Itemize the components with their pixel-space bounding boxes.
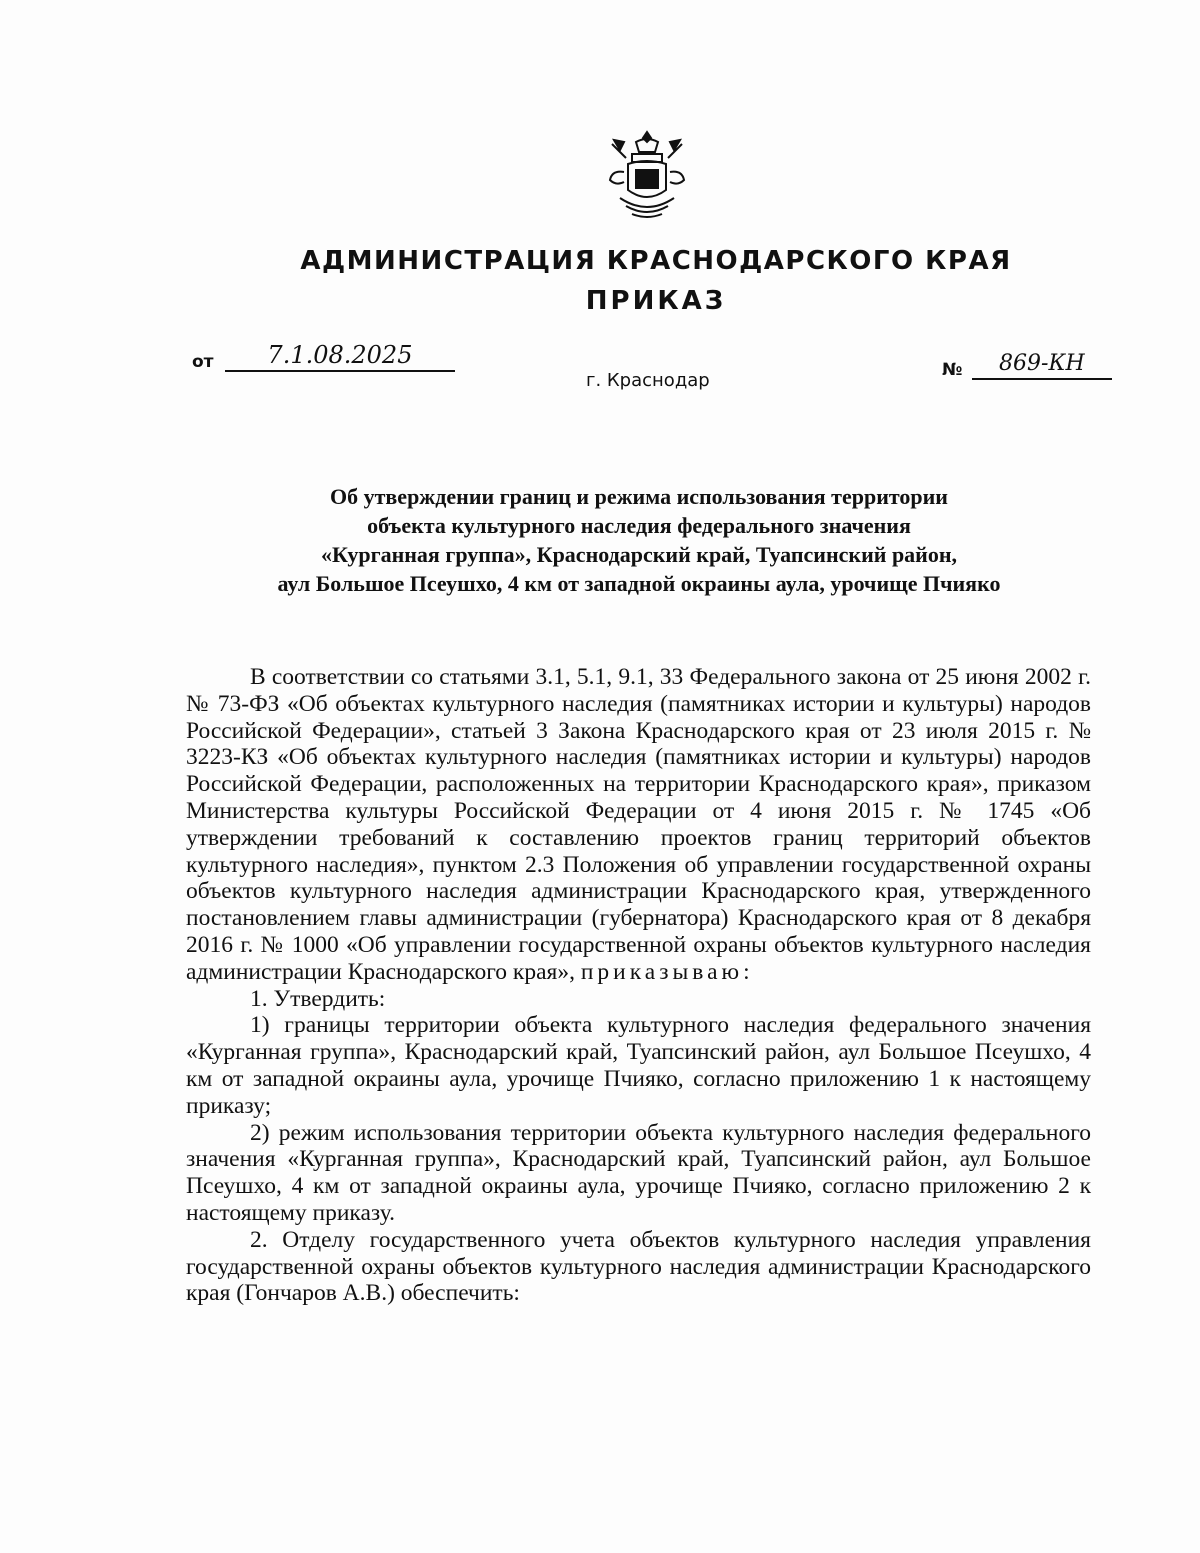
organization-title: АДМИНИСТРАЦИЯ КРАСНОДАРСКОГО КРАЯ bbox=[300, 246, 1012, 276]
item-2: 2. Отделу государственного учета объектов культурного наследия управления государственной охраны объектов культурного наследия администрации Краснодарского края (Гончаров А.В.) обеспечить: bbox=[186, 1226, 1091, 1307]
subject-title bbox=[180, 482, 1098, 598]
subject-line: Об утверждении границ и режима использования территории bbox=[330, 484, 948, 509]
number-row bbox=[942, 350, 1112, 380]
item-1: 1. Утвердить: bbox=[250, 985, 386, 1012]
date-value: 7.1.08.2025 bbox=[225, 340, 455, 372]
preamble-paragraph bbox=[186, 664, 1091, 986]
order-word: приказываю: bbox=[580, 958, 754, 985]
date-label: от bbox=[192, 352, 214, 372]
item-1-1: 1) границы территории объекта культурного наследия федерального значения «Курганная группа», Краснодарский край, Туапсинский район, аул Большое Псеушхо, 4 км от западной окраины аула, урочище Пчияко, согласно приложению 1 к настоящему приказу; bbox=[186, 1012, 1091, 1119]
subject-line: аул Большое Псеушхо, 4 км от западной окраины аула, урочище Пчияко bbox=[277, 571, 1001, 596]
item-1-2: 2) режим использования территории объекта культурного наследия федерального значения «Курганная группа», Краснодарский край, Туапсинский район, аул Большое Псеушхо, 4 км от западной окраины аула, урочище Пчияко, согласно приложению 2 к настоящему приказу. bbox=[186, 1119, 1091, 1226]
document-type: ПРИКАЗ bbox=[585, 286, 727, 316]
city-line: г. Краснодар bbox=[586, 370, 710, 391]
subject-line: «Курганная группа», Краснодарский край, Туапсинский район, bbox=[320, 542, 958, 567]
document-body bbox=[186, 664, 1091, 1307]
subject-line: объекта культурного наследия федерального значения bbox=[367, 513, 911, 538]
coat-of-arms-icon bbox=[606, 128, 688, 224]
number-label: № bbox=[942, 360, 963, 380]
date-row bbox=[192, 340, 455, 372]
preamble-text: В соответствии со статьями 3.1, 5.1, 9.1, 33 Федерального закона от 25 июня 2002 г. № 73-ФЗ «Об объектах культурного наследия (памятниках истории и культуры) народов Российской Федерации», статьей 3 Закона Краснодарского края от 23 июля 2015 г. № 3223-КЗ «Об объектах культурного наследия (памятниках истории и культуры) народов Российской Федерации, расположенных на территории Краснодарского края», приказом Министерства культуры Российской Федерации от 4 июня 2015 г. № 1745 «Об утверждении требований к составлению проектов границ территорий объектов культурного наследия», пунктом 2.3 Положения об управлении государственной охраны объектов культурного наследия администрации Краснодарского края, утвержденного постановлением главы администрации (губернатора) Краснодарского края от 8 декабря 2016 г. № 1000 «Об управлении государственной охраны объектов культурного наследия администрации Краснодарского края», bbox=[186, 664, 1091, 985]
number-value: 869-КН bbox=[972, 350, 1112, 380]
